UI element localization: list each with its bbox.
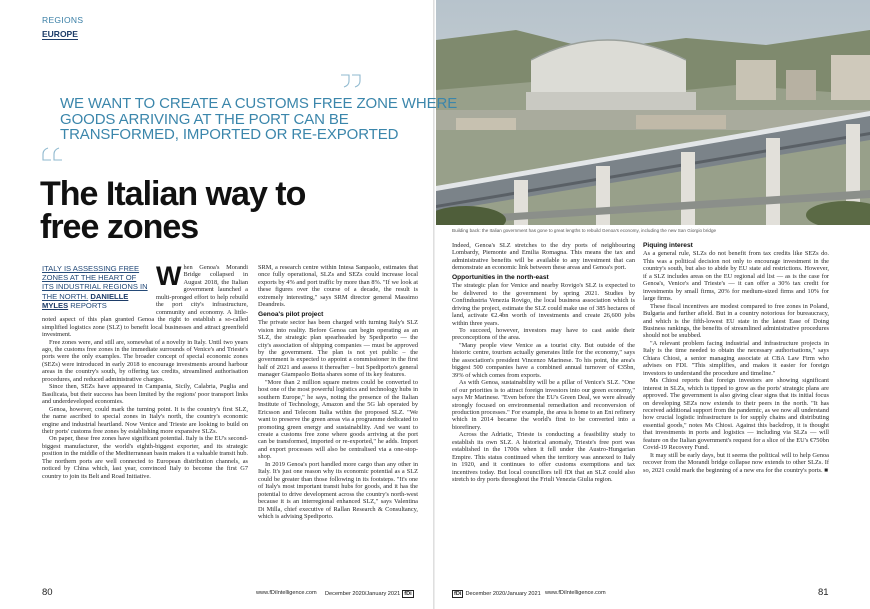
byline-author: DANIELLE MYLES (42, 291, 129, 310)
paragraph: "A relevant problem facing industrial and infrastructure projects in Italy is the time needed to obtain the necessary authorisations," says Chiara Chiosi, a senior managing associate at CBA Law Firm who advises on FDI. "This simplifies, and makes it easier for foreign investors to understand the procedure and timeline." (643, 339, 829, 377)
drop-cap: W (156, 261, 182, 291)
paragraph: The strategic plan for Venice and nearby Rovigo's SLZ is expected to be delivered to the government by spring 2021. Studies by Confindustria Venezia Rovigo, the local business association which is driving the project, estimate the SLZ could make use of 385 hectares of land, activate €2.4bn worth of investments and create 26,600 jobs within three years. (452, 282, 635, 327)
article-column-3 (452, 242, 635, 584)
fdi-logo-icon: fDi (404, 591, 412, 597)
article-column-1 (42, 261, 248, 584)
footer-url-right[interactable]: www.fDiIntelligence.com (545, 590, 606, 596)
paragraph: On paper, these free zones have significant potential. Italy is the EU's second-biggest manufacturer, the world's eighth-biggest exporter, and its strategic position in the middle of the Mediterranean basin makes it a valuable transit hub. The northern ports are well connected to European distribution channels, as noticed by China which, last year, convinced Italy to become the first G7 country to join its Belt and Road Initiative. (42, 435, 248, 480)
paragraph: As a general rule, SLZs do not benefit from tax credits like SEZs do. This was a political decision not only to encourage investment in the country's south, but also to abide by EU state aid restrictions. However, if a SLZ includes areas on the EU regional aid list — as is the case for Genoa's, Venice's and Trieste's — it can offer a 30% tax credit for investments by small firms, 20% for medium-sized firms and 10% for large firms. (643, 250, 829, 303)
section-tag (42, 16, 83, 41)
byline-reports: REPORTS (70, 300, 107, 310)
pull-quote: WE WANT TO CREATE A CUSTOMS FREE ZONE WHERE GOODS ARRIVING AT THE PORT CAN BE TRANSFORMED, IMPORTED OR RE-EXPORTED (60, 95, 458, 143)
closing-quote-icon (340, 74, 362, 88)
footer-date-left: December 2020/January 2021 fDi (325, 591, 412, 597)
paragraph: Indeed, Genoa's SLZ stretches to the dry ports of neighbouring Lombardy, Piemonte and Emilia Romagna. This means the tax and administrative benefits will be available to any investment that can demonstrate an economic link between these areas and Genoa's port. (452, 242, 635, 272)
paragraph: In 2019 Genoa's port handled more cargo than any other in Italy. It's just one reason why its economic potential as a SLZ could be greater than those following in its footsteps. "It's one of Italy's most important transit hubs for goods, and it has the potential to drive development across the country's north-west because it is an interregional enhanced SLZ," says Valentina Di Milla, chief executive of Rallan Research & Consultancy, which is advising Spediporto. (258, 460, 418, 520)
article-column-4 (643, 242, 829, 584)
footer-url-left[interactable]: www.fDiIntelligence.com (256, 590, 317, 596)
bridge-photo (436, 0, 870, 225)
page-gutter (433, 0, 435, 609)
paragraph: It may still be early days, but it seems the political will to help Genoa recover from the Morandi bridge collapse now extends to other SLZs. If so, 2021 could mark the beginning of a new era for the country's ports. ■ (643, 451, 829, 474)
footer-date-right: fDi December 2020/January 2021 (454, 591, 541, 597)
paragraph: "More than 2 million square metres could be converted to host one of the most powerful logistics and technology hubs in southern Europe," he says, noting the presence of the Italian Institute of Technology, Amazon and the 5G lab operated by Ericsson and Telecom Italia within the proposed SLZ. "We want to preserve the green areas via a programme dedicated to promoting green energy and sustainability. And we want to create a customs free zone where goods arriving at the port can be transformed, imported or re-exported," he adds. Import and export processes will also be centralised via a one-stop-shop. (258, 378, 418, 461)
paragraph: Genoa, however, could mark the turning point. It is the country's first SLZ, the name ascribed to special zones in Italy's north, the country's economic engine and industrial heartland. Now Venice and Trieste are looking to build on their ports' customs free zones by establishing more expansive SLZs. (42, 405, 248, 435)
paragraph: "Many people view Venice as a tourist city. But outside of the historic centre, tourism actually generates little for the economy," says the association's president Vincenzo Marinese. To his point, the area's biggest 500 companies have a combined annual turnover of €35bn, 39% of which comes from exports. (452, 341, 635, 379)
section-label: REGIONS (42, 15, 84, 25)
paragraph: SRM, a research centre within Intesa Sanpaolo, estimates that once fully operational, SLZs and SEZs could increase local exports by 4% and port traffic by more than 8%. "If we look at these figures over the course of a decade, the result is extremely interesting," says SRM director general Massimo Deandreis. (258, 264, 418, 309)
article-column-2 (258, 264, 418, 584)
paragraph: As with Genoa, sustainability will be a pillar of Venice's SLZ. "One of our priorities is to attract foreign investors into our green economy," says Mr Marinese. "Even before the EU's Green Deal, we were already strongly focused on environmental remediation and reconversion of production processes." For example, the area is home to an Eni refinery which in 2014 became the world's first to be converted into a biorefinery. (452, 379, 635, 431)
subheading: Genoa's pilot project (258, 310, 324, 318)
paragraph: When Genoa's Morandi Bridge collapsed in August 2018, the Italian government launched a multi-pronged effort to help rebuild the port city's infrastructure, community and economy. A little-noted aspect of this plan granted Genoa the right to establish a so-called simplified logistics zone (SLZ) to benefit local businesses and attract greenfield investment. (42, 261, 248, 339)
paragraph: To succeed, however, investors may have to cast aside their preconceptions of the area. (452, 326, 635, 342)
paragraph: Across the Adriatic, Trieste is conducting a feasibility study to establish its own SLZ. A historical anomaly, Trieste's free port was established in the 1700s when it fell under the Austro-Hungarian Empire. This status continued when the territory was annexed to Italy in 1920, and it continues to offer customs exemptions and tax incentives today. But local councillors tell fDi that an SLZ could also stretch to dry ports throughout the Friuli Venezia Giulia region. (452, 431, 635, 484)
article-headline: The Italian way to free zones (40, 175, 306, 246)
page-number-left: 80 (42, 587, 53, 598)
paragraph: These fiscal incentives are modest compared to free zones in Poland, Bulgaria and further afield. But in a country notorious for bureaucracy, and which is the fifth-lowest EU state in the latest Ease of Doing Business rankings, the benefits of streamlined administrative procedures should not be snubbed. (643, 302, 829, 340)
region-label: EUROPE (42, 28, 78, 39)
opening-quote-icon (42, 147, 64, 161)
paragraph: Ms Chiosi reports that foreign investors are showing significant interest in SLZs, which is tipped to grow as the ports' strategic plans are approved. The government is also giving clear signs that its initial focus on developing SEZs now extends to their peers in the north. "It has received additional support from the pandemic, as we now all understand how crucial logistic infrastructure is for supply chains and distributing essential goods," notes Ms Chiosi. Against this backdrop, it is thought that investments in ports and logistics — including via SLZs — will feature on the Italian government's request for a slice of the EU's €750bn Covid-19 Recovery Fund. (643, 377, 829, 452)
subheading: Piquing interest (643, 242, 693, 249)
standfirst-spacer (42, 264, 156, 316)
fdi-logo-icon: fDi (454, 591, 462, 597)
paragraph: Since then, SEZs have appeared in Campania, Sicily, Calabria, Puglia and Basilicata, but their success has been limited by the regions' poor transport links and underdeveloped economies. (42, 383, 248, 406)
page-number-right: 81 (818, 587, 829, 598)
paragraph: The private sector has been charged with turning Italy's SLZ vision into reality. Before Genoa can begin operating as an SLZ, the strategic plan spearheaded by Spediporto — the city's association of shipping companies — must be approved by the government. The plan is not yet public – the government is expected to appoint a commissioner in the first half of 2021 and assess it thereafter – but Spediporto's general manager Giampaolo Botta shares some of its key features. (258, 319, 418, 379)
photo-caption: Building back: the Italian government has gone to great lengths to rebuild Genoa's economy, including the new San Giorgio bridge (452, 228, 717, 233)
subheading: Opportunities in the north-east (452, 273, 549, 281)
paragraph: Free zones were, and still are, somewhat of a novelty in Italy. Until two years ago, the customs free zones in the immediate surrounds of Venice's and Trieste's ports were the only examples. The broader concept of special economic zones (SEZs) were introduced in early 2018 to encourage investments around harbour areas in the country's south, by offering tax credits, streamlined authorisation procedures, and reduced administrative charges. (42, 338, 248, 383)
standfirst-text: ITALY IS ASSESSING FREE ZONES AT THE HEART OF ITS INDUSTRIAL REGIONS IN THE NORTH. (42, 264, 148, 301)
bridge-photo-image (436, 0, 870, 225)
